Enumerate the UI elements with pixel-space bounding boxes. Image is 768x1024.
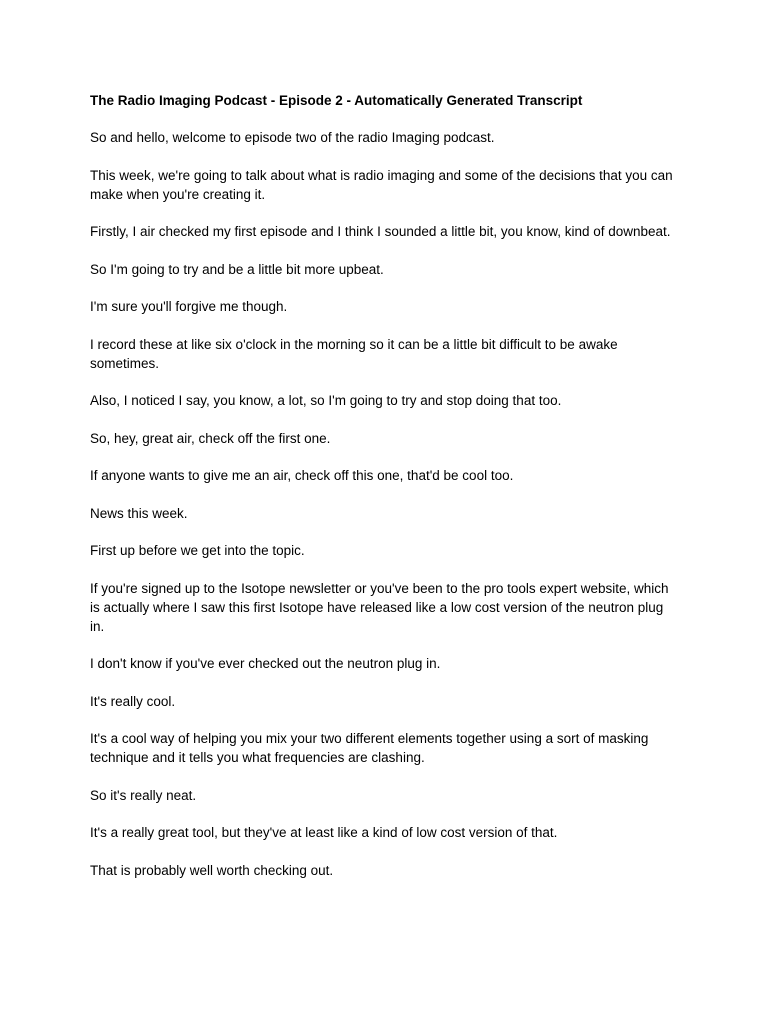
- paragraph: If anyone wants to give me an air, check off this one, that'd be cool too.: [90, 468, 514, 483]
- paragraph: So, hey, great air, check off the first one.: [90, 430, 331, 446]
- paragraph: News this week.: [90, 505, 188, 521]
- paragraph-list: [90, 128, 680, 880]
- paragraph: So and hello, welcome to episode two of the radio Imaging podcast.: [90, 130, 495, 145]
- paragraph: First up before we get into the topic.: [90, 543, 305, 558]
- paragraph: Firstly, I air checked my first episode and I think I sounded a little bit, you know, kind of downbeat.: [90, 224, 671, 239]
- paragraph: I'm sure you'll forgive me though.: [90, 299, 288, 314]
- document-page: [90, 91, 680, 898]
- paragraph: It's a really great tool, but they've at least like a kind of low cost version of that.: [90, 825, 558, 840]
- paragraph: So I'm going to try and be a little bit more upbeat.: [90, 261, 384, 277]
- paragraph: If you're signed up to the Isotope newsletter or you've been to the pro tools expert website, which is actually where I saw this first Isotope have released like a low cost version of the neutron plug in.: [90, 580, 669, 634]
- paragraph: That is probably well worth checking out.: [90, 862, 334, 878]
- paragraph: It's a cool way of helping you mix your two different elements together using a sort of masking technique and it tells you what frequencies are clashing.: [90, 731, 649, 765]
- paragraph: Also, I noticed I say, you know, a lot, so I'm going to try and stop doing that too.: [90, 393, 562, 408]
- paragraph: I record these at like six o'clock in the morning so it can be a little bit difficult to be awake sometimes.: [90, 336, 618, 371]
- paragraph: It's really cool.: [90, 693, 176, 709]
- paragraph: So it's really neat.: [90, 787, 197, 803]
- document-title: The Radio Imaging Podcast - Episode 2 - Automatically Generated Transcript: [90, 93, 583, 108]
- paragraph: This week, we're going to talk about what is radio imaging and some of the decisions that you can make when you're creating it.: [90, 167, 673, 202]
- paragraph: I don't know if you've ever checked out the neutron plug in.: [90, 656, 441, 671]
